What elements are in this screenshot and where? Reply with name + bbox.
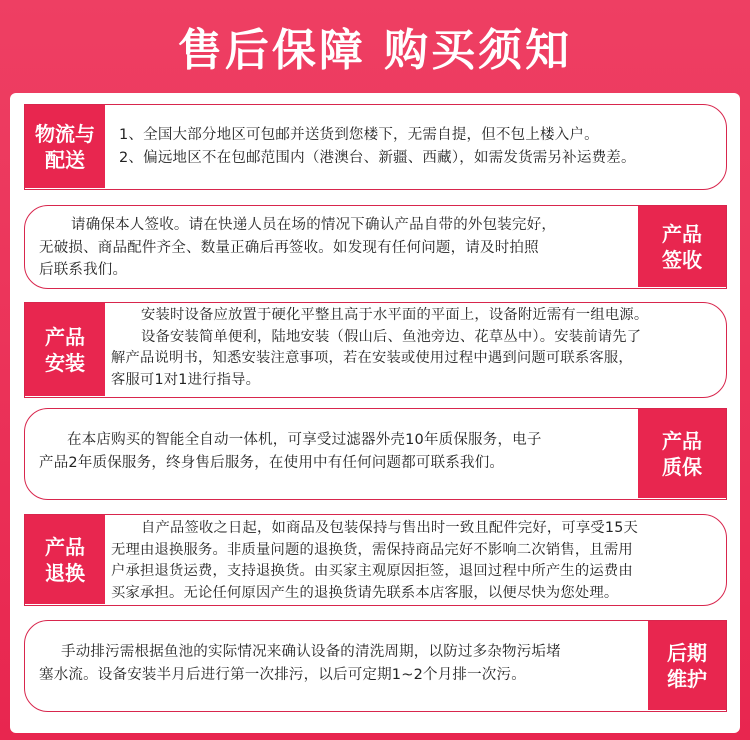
- text-line: 请确保本人签收。请在快递人员在场的情况下确认产品自带的外包装完好，: [71, 217, 557, 233]
- section-badge-logistics: [25, 105, 105, 188]
- text-line: 2、偏远地区不在包邮范围内（港澳台、新疆、西藏），如需发货需另补运费差。: [119, 149, 636, 166]
- page-title: 售后保障 购买须知: [177, 25, 573, 76]
- badge-line: 质保: [662, 454, 702, 479]
- text-line: 无理由退换服务。非质量问题的退换货，需保持商品完好不影响二次销售，且需用: [111, 541, 633, 558]
- badge-line: 签收: [662, 247, 702, 272]
- section-text-installation: [111, 305, 648, 391]
- badge-line: 产品: [45, 534, 85, 559]
- badge-line: 产品: [45, 324, 85, 349]
- text-line: 安装时设备应放置于硬化平整且高于水平面的平面上，设备附近需有一组电源。: [141, 307, 649, 323]
- badge-line: 后期: [667, 640, 707, 665]
- section-returns: [24, 514, 727, 606]
- text-line: 1、全国大部分地区可包邮并送货到您楼下，无需自提，但不包上楼入户。: [119, 127, 599, 143]
- badge-line: 安装: [45, 350, 85, 375]
- badge-line: 产品: [662, 428, 702, 453]
- section-text-maintenance: [39, 641, 561, 686]
- section-text-receipt: [39, 214, 556, 282]
- section-receipt: [24, 205, 727, 289]
- text-line: 产品2年质保服务，终身售后服务，在使用中有任何问题都可联系我们。: [39, 454, 505, 471]
- text-line: 手动排污需根据鱼池的实际情况来确认设备的清洗周期，以防过多杂物污垢堵: [61, 644, 561, 660]
- section-badge-receipt: [638, 206, 726, 287]
- section-badge-warranty: [638, 409, 726, 498]
- badge-line: 产品: [662, 221, 702, 246]
- badge-line: 配送: [45, 147, 85, 172]
- text-line: 户承担退货运费，支持退换货。由买家主观原因拒签，退回过程中所产生的运费由: [111, 563, 633, 579]
- text-line: 塞水流。设备安装半月后进行第一次排污，以后可定期1~2个月排一次污。: [39, 666, 526, 683]
- section-badge-installation: [25, 303, 105, 396]
- section-warranty: [24, 408, 727, 500]
- badge-line: 物流与: [35, 121, 95, 146]
- badge-line: 退换: [45, 560, 85, 585]
- section-badge-returns: [25, 515, 105, 604]
- text-line: 在本店购买的智能全自动一体机，可享受过滤器外壳10年质保服务，电子: [67, 432, 542, 448]
- section-text-returns: [111, 518, 638, 604]
- text-line: 无破损、商品配件齐全、数量正确后再签收。如发现有任何问题，请及时拍照: [39, 239, 539, 256]
- section-badge-maintenance: [648, 621, 726, 710]
- text-line: 自产品签收之日起，如商品及包装保持与售出时一致且配件完好，可享受15天: [141, 520, 638, 536]
- section-maintenance: [24, 620, 727, 712]
- section-logistics: [24, 104, 727, 190]
- section-text-logistics: [119, 124, 636, 169]
- text-line: 后联系我们。: [39, 262, 128, 278]
- section-installation: [24, 302, 727, 398]
- badge-line: 维护: [667, 666, 707, 691]
- text-line: 买家承担。无论任何原因产生的退换货请先联系本店客服，以便尽快为您处理。: [111, 584, 619, 601]
- text-line: 解产品说明书，知悉安装注意事项，若在安装或使用过程中遇到问题可联系客服，: [111, 350, 633, 366]
- text-line: 客服可1对1进行指导。: [111, 371, 261, 388]
- section-text-warranty: [39, 429, 542, 474]
- text-line: 设备安装简单便利，陆地安装（假山后、鱼池旁边、花草丛中）。安装前请先了: [141, 328, 642, 345]
